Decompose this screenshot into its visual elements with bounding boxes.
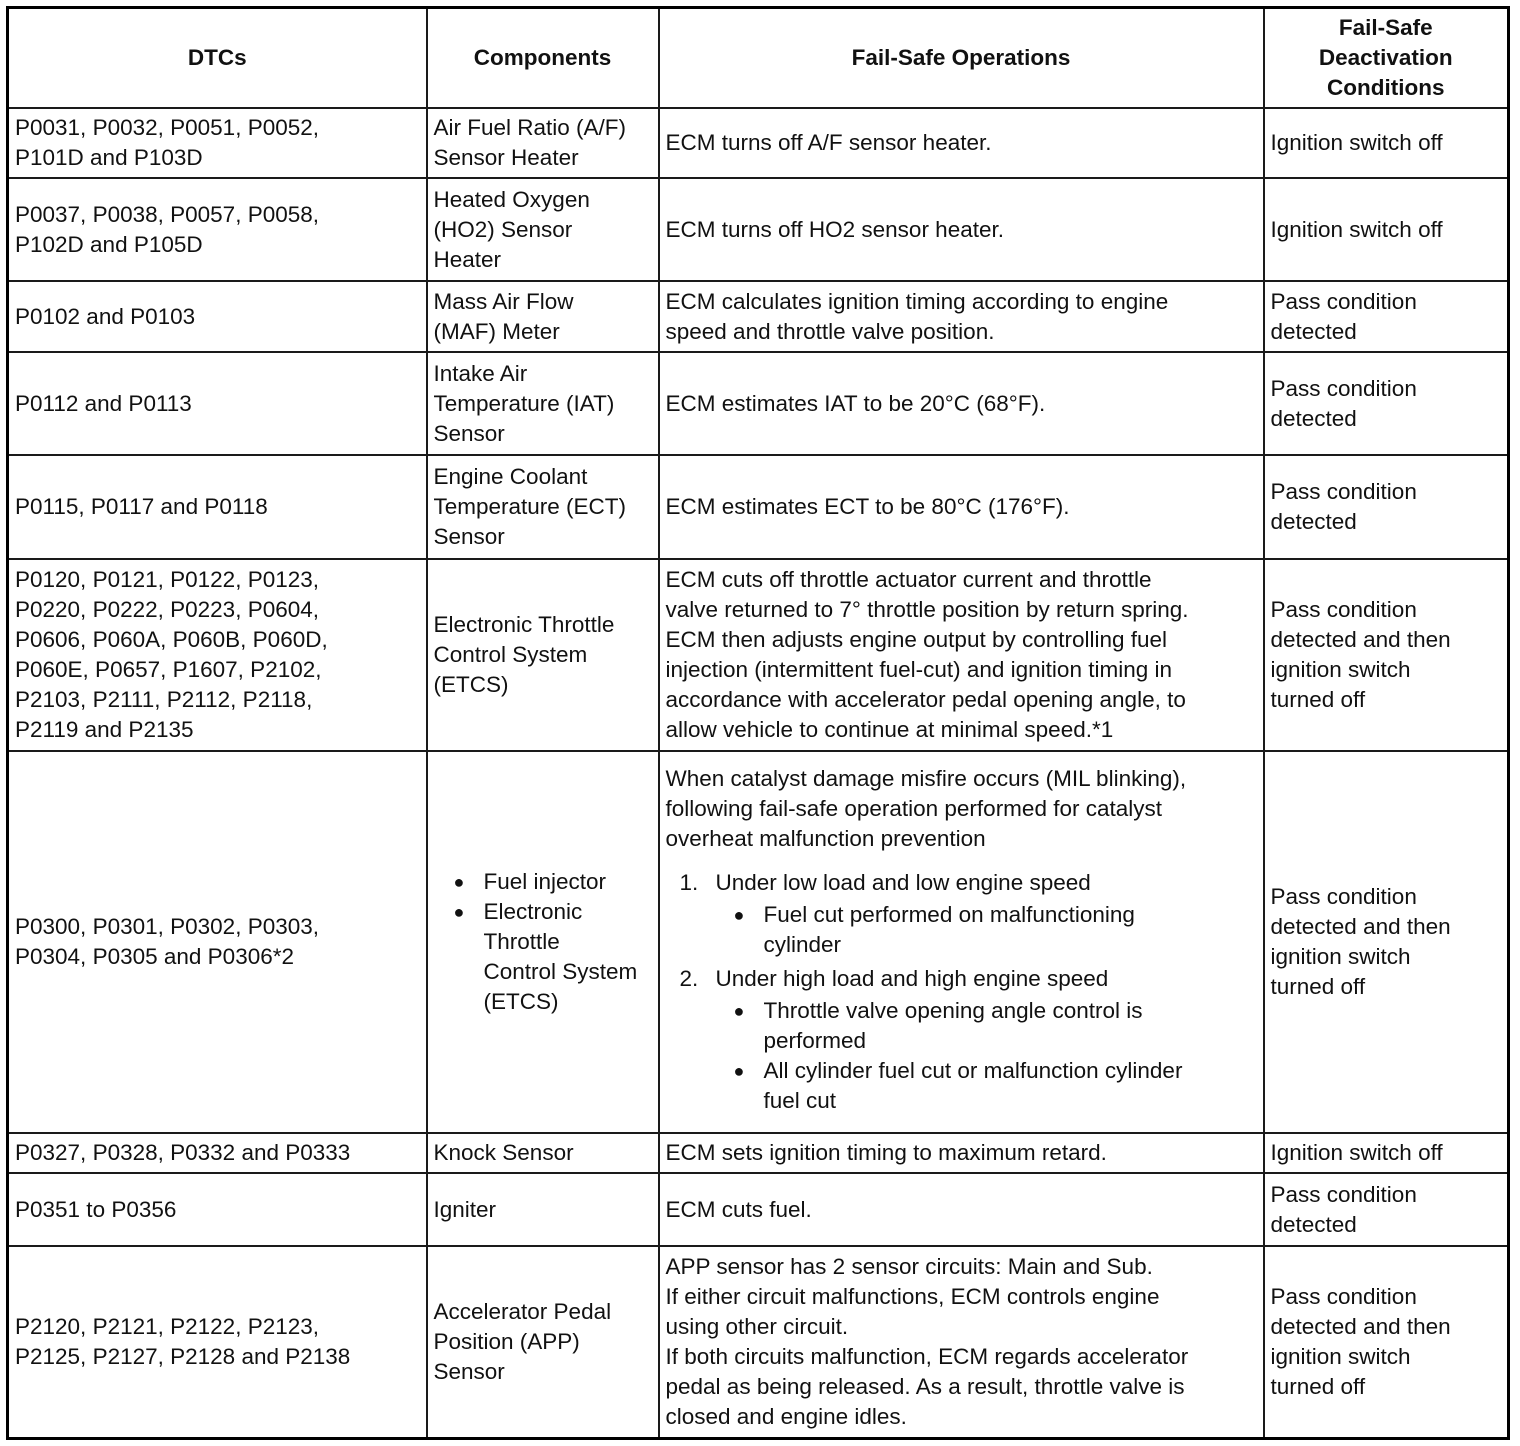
dtc-cell xyxy=(8,281,427,352)
component-line: Heated Oxygen xyxy=(433,186,590,212)
component-cell xyxy=(427,1246,659,1438)
operation-cell xyxy=(659,559,1264,751)
operation-line: valve returned to 7° throttle position by return spring. xyxy=(665,596,1189,622)
step-text: Under high load and high engine speed xyxy=(715,965,1109,991)
deactivation-cell xyxy=(1264,108,1509,179)
deactivation-line: ignition switch xyxy=(1270,943,1411,969)
step-bullet-line: ● Throttle valve opening angle control is xyxy=(763,997,1143,1023)
operation-line: allow vehicle to continue at minimal speed.*1 xyxy=(665,716,1114,742)
deactivation-line: detected and then xyxy=(1270,626,1451,652)
component-cell xyxy=(427,1173,659,1246)
deactivation-line: detected xyxy=(1270,318,1357,344)
operation-line: If both circuits malfunction, ECM regards accelerator xyxy=(665,1344,1189,1370)
header-components: Components xyxy=(427,8,659,108)
component-cell xyxy=(427,559,659,751)
component-line: ● Electronic xyxy=(483,898,583,924)
operation-cell: ECM estimates ECT to be 80°C (176°F). xyxy=(659,455,1264,558)
component-line: Heater xyxy=(433,246,502,272)
deactivation-cell xyxy=(1264,751,1509,1133)
table-row xyxy=(8,1246,1509,1438)
component-line: Intake Air xyxy=(433,360,528,386)
dtc-cell xyxy=(8,1133,427,1173)
component-line: Igniter xyxy=(433,1196,497,1222)
component-line: (MAF) Meter xyxy=(433,318,560,344)
table-row xyxy=(8,281,1509,352)
dtc-cell xyxy=(8,108,427,179)
operation-cell xyxy=(659,1246,1264,1438)
operation-cell: ECM turns off HO2 sensor heater. xyxy=(659,178,1264,281)
component-line: Air Fuel Ratio (A/F) xyxy=(433,114,627,140)
deactivation-line: Ignition switch off xyxy=(1270,129,1443,155)
operation-cell xyxy=(659,281,1264,352)
dtc-cell xyxy=(8,178,427,281)
component-line: Knock Sensor xyxy=(433,1140,574,1166)
table-header-row xyxy=(8,8,1509,108)
component-line: Position (APP) xyxy=(433,1329,580,1355)
deactivation-line: Pass condition xyxy=(1270,1284,1417,1310)
table-row xyxy=(8,559,1509,751)
deactivation-line: Pass condition xyxy=(1270,883,1417,909)
component-bullet-item xyxy=(454,897,652,1017)
operation-line: following fail-safe operation performed for catalyst xyxy=(665,795,1162,821)
dtc-cell xyxy=(8,455,427,558)
component-line: (ETCS) xyxy=(433,671,509,697)
deactivation-line: turned off xyxy=(1270,1374,1366,1400)
component-line: (HO2) Sensor xyxy=(433,216,573,242)
step-bullet-list xyxy=(716,996,1257,1116)
table-row xyxy=(8,1173,1509,1246)
dtc-cell xyxy=(8,751,427,1133)
operation-cell: ECM estimates IAT to be 20°C (68°F). xyxy=(659,352,1264,455)
operation-cell xyxy=(659,751,1264,1133)
operation-cell: ECM turns off A/F sensor heater. xyxy=(659,108,1264,179)
operation-line: pedal as being released. As a result, throttle valve is xyxy=(665,1374,1185,1400)
table-row xyxy=(8,108,1509,179)
deactivation-cell xyxy=(1264,352,1509,455)
operation-line: speed and throttle valve position. xyxy=(665,318,995,344)
component-cell xyxy=(427,178,659,281)
deactivation-cell xyxy=(1264,1173,1509,1246)
operation-line: If either circuit malfunctions, ECM controls engine xyxy=(665,1284,1160,1310)
table-row xyxy=(8,751,1509,1133)
deactivation-cell xyxy=(1264,559,1509,751)
dtc-line: P0120, P0121, P0122, P0123, xyxy=(15,566,320,592)
deactivation-line: Pass condition xyxy=(1270,596,1417,622)
deactivation-cell xyxy=(1264,455,1509,558)
dtc-line: P101D and P103D xyxy=(15,144,203,170)
deactivation-cell xyxy=(1264,1133,1509,1173)
table-row xyxy=(8,455,1509,558)
component-cell xyxy=(427,751,659,1133)
dtc-line: P0102 and P0103 xyxy=(15,303,196,329)
deactivation-cell xyxy=(1264,1246,1509,1438)
operation-line: closed and engine idles. xyxy=(665,1404,907,1430)
dtc-line: P0112 and P0113 xyxy=(15,390,192,416)
operation-cell: ECM sets ignition timing to maximum retard. xyxy=(659,1133,1264,1173)
deactivation-line: detected and then xyxy=(1270,913,1451,939)
operation-line: When catalyst damage misfire occurs (MIL blinking), xyxy=(665,765,1187,791)
dtc-line: P0115, P0117 and P0118 xyxy=(15,493,268,519)
deactivation-line: Ignition switch off xyxy=(1270,1140,1443,1166)
table-row xyxy=(8,352,1509,455)
component-line: Mass Air Flow xyxy=(433,288,574,314)
component-line: ● Fuel injector xyxy=(483,868,607,894)
step-bullet-item xyxy=(734,900,1257,960)
dtc-line: P0606, P060A, P060B, P060D, xyxy=(15,626,328,652)
component-line: Temperature (ECT) xyxy=(433,493,627,519)
component-line: Control System xyxy=(483,958,638,984)
step-number: 2. xyxy=(679,965,699,991)
dtc-cell xyxy=(8,1246,427,1438)
component-line: Accelerator Pedal xyxy=(433,1299,612,1325)
operation-line: using other circuit. xyxy=(665,1314,849,1340)
component-line: Engine Coolant xyxy=(433,463,588,489)
operation-line: ECM then adjusts engine output by controlling fuel xyxy=(665,626,1168,652)
dtc-line: P2119 and P2135 xyxy=(15,716,194,742)
operation-cell: ECM cuts fuel. xyxy=(659,1173,1264,1246)
deactivation-line: Pass condition xyxy=(1270,288,1417,314)
component-line: Electronic Throttle xyxy=(433,611,615,637)
dtc-line: P0037, P0038, P0057, P0058, xyxy=(15,201,320,227)
header-deactivation-conditions xyxy=(1264,8,1509,108)
operation-line: APP sensor has 2 sensor circuits: Main and Sub. xyxy=(665,1254,1153,1280)
component-line: (ETCS) xyxy=(483,988,559,1014)
deactivation-line: Pass condition xyxy=(1270,1181,1417,1207)
step-bullet-line: ● All cylinder fuel cut or malfunction cylinder xyxy=(763,1057,1183,1083)
dtc-line: P2103, P2111, P2112, P2118, xyxy=(15,686,313,712)
component-line: Sensor xyxy=(433,523,505,549)
component-line: Sensor xyxy=(433,1359,505,1385)
component-line: Throttle xyxy=(483,928,560,954)
step-bullet-line: cylinder xyxy=(763,931,842,957)
step-bullet-item xyxy=(734,1056,1257,1116)
operation-line: accordance with accelerator pedal opening angle, to xyxy=(665,686,1186,712)
component-line: Control System xyxy=(433,641,588,667)
component-bullet-item xyxy=(454,867,652,897)
dtc-cell xyxy=(8,1173,427,1246)
header-deactivation-line: Fail-Safe xyxy=(1338,14,1433,40)
deactivation-line: Ignition switch off xyxy=(1270,216,1443,242)
component-line: Sensor Heater xyxy=(433,144,579,170)
operation-step xyxy=(666,868,1257,960)
deactivation-line: detected xyxy=(1270,508,1357,534)
table-row xyxy=(8,1133,1509,1173)
operation-line: ECM cuts off throttle actuator current and throttle xyxy=(665,566,1152,592)
header-deactivation-line: Deactivation xyxy=(1318,44,1453,70)
component-bullet-list xyxy=(434,867,652,1017)
table-row xyxy=(8,178,1509,281)
operation-line: overheat malfunction prevention xyxy=(665,825,986,851)
component-line: Temperature (IAT) xyxy=(433,390,615,416)
dtc-fail-safe-table xyxy=(6,6,1510,1440)
operation-line: ECM calculates ignition timing according to engine xyxy=(665,288,1169,314)
step-bullet-line: ● Fuel cut performed on malfunctioning xyxy=(763,901,1135,927)
component-cell xyxy=(427,352,659,455)
deactivation-line: turned off xyxy=(1270,686,1366,712)
step-bullet-line: performed xyxy=(763,1027,867,1053)
component-cell xyxy=(427,1133,659,1173)
header-fail-safe-operations: Fail-Safe Operations xyxy=(659,8,1264,108)
deactivation-line: ignition switch xyxy=(1270,656,1411,682)
deactivation-line: Pass condition xyxy=(1270,478,1417,504)
deactivation-line: Pass condition xyxy=(1270,375,1417,401)
step-text: Under low load and low engine speed xyxy=(715,869,1091,895)
dtc-line: P0351 to P0356 xyxy=(15,1196,177,1222)
header-dtcs: DTCs xyxy=(8,8,427,108)
component-cell xyxy=(427,455,659,558)
operation-line: injection (intermittent fuel-cut) and ignition timing in xyxy=(665,656,1172,682)
operation-step-list xyxy=(666,868,1257,1116)
dtc-line: P102D and P105D xyxy=(15,231,203,257)
deactivation-cell xyxy=(1264,178,1509,281)
step-bullet-line: fuel cut xyxy=(763,1087,837,1113)
step-bullet-item xyxy=(734,996,1257,1056)
dtc-line: P0031, P0032, P0051, P0052, xyxy=(15,114,320,140)
deactivation-line: detected and then xyxy=(1270,1314,1451,1340)
component-cell xyxy=(427,108,659,179)
dtc-line: P0300, P0301, P0302, P0303, xyxy=(15,913,320,939)
deactivation-cell xyxy=(1264,281,1509,352)
header-deactivation-line: Conditions xyxy=(1327,74,1445,100)
step-bullet-list xyxy=(716,900,1257,960)
dtc-cell xyxy=(8,352,427,455)
dtc-line: P2120, P2121, P2122, P2123, xyxy=(15,1314,320,1340)
dtc-line: P0220, P0222, P0223, P0604, xyxy=(15,596,320,622)
deactivation-line: ignition switch xyxy=(1270,1344,1411,1370)
deactivation-line: detected xyxy=(1270,1211,1357,1237)
dtc-line: P0304, P0305 and P0306*2 xyxy=(15,943,294,969)
dtc-cell xyxy=(8,559,427,751)
step-number: 1. xyxy=(679,869,699,895)
deactivation-line: detected xyxy=(1270,405,1357,431)
component-line: Sensor xyxy=(433,420,505,446)
deactivation-line: turned off xyxy=(1270,973,1366,999)
operation-step xyxy=(666,964,1257,1116)
component-cell xyxy=(427,281,659,352)
dtc-line: P060E, P0657, P1607, P2102, xyxy=(15,656,322,682)
dtc-line: P0327, P0328, P0332 and P0333 xyxy=(15,1140,351,1166)
dtc-line: P2125, P2127, P2128 and P2138 xyxy=(15,1344,351,1370)
